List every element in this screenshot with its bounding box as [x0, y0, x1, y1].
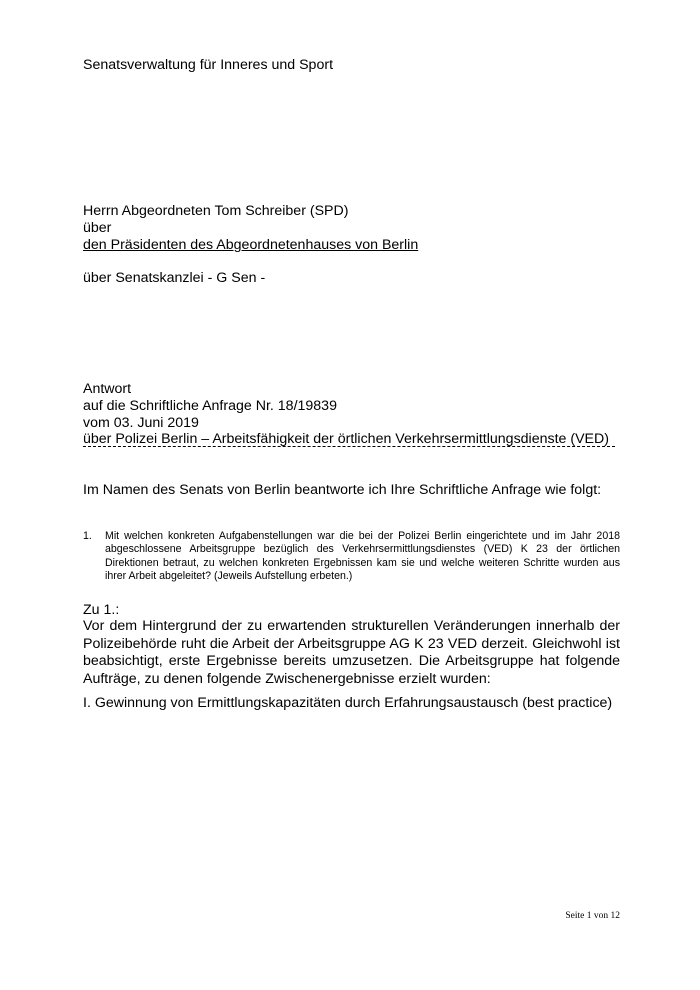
answer-text: Vor dem Hintergrund der zu erwartenden strukturellen Veränderungen innerhalb der Polizeibehörde ruht die Arbeit der Arbeitsgruppe AG K 23 VED derzeit. Gleichwohl ist beabsichtigt, erste Ergebnisse bereits umzusetzen. Die Arbeitsgruppe hat folgende Aufträge, zu denen folgende Zwischenergebnisse erzielt wurden:: [83, 618, 620, 687]
via-president-line: den Präsidenten des Abgeordnetenhauses von Berlin: [83, 237, 419, 253]
recipient-line: Herrn Abgeordneten Tom Schreiber (SPD): [83, 203, 349, 219]
inquiry-number: auf die Schriftliche Anfrage Nr. 18/19839: [83, 398, 337, 414]
answer-item-1: I. Gewinnung von Ermittlungskapazitäten durch Erfahrungsaustausch (best practice): [83, 695, 613, 711]
via-line: über: [83, 220, 112, 236]
answer-heading: Zu 1.:: [83, 602, 120, 618]
page-number: Seite 1 von 12: [565, 911, 620, 921]
question-text: Mit welchen konkreten Aufgabenstellungen war die bei der Polizei Berlin eingerichtete und im Jahr 2018 abgeschlossene Arbeitsgruppe bezüglich des Verkehrsermittlungsdienstes (VED) K 23 der örtlichen Direktionen betraut, zu welchen konkreten Ergebnissen kam sie und welche weiteren Schritte wurden aus ihrer Arbeit abgeleitet? (Jeweils Aufstellung erbeten.): [105, 530, 620, 583]
via-chancellery-line: über Senatskanzlei - G Sen -: [83, 270, 266, 286]
question-number: 1.: [83, 530, 92, 542]
answer-label: Antwort: [83, 381, 132, 397]
separator-line: [83, 446, 615, 447]
department-header: Senatsverwaltung für Inneres und Sport: [83, 57, 334, 73]
question-1: [83, 530, 620, 584]
intro-sentence: Im Namen des Senats von Berlin beantworte ich Ihre Schriftliche Anfrage wie folgt:: [83, 482, 602, 498]
inquiry-topic: über Polizei Berlin – Arbeitsfähigkeit der örtlichen Verkehrsermittlungsdienste (VED): [83, 431, 609, 447]
inquiry-date: vom 03. Juni 2019: [83, 415, 199, 431]
